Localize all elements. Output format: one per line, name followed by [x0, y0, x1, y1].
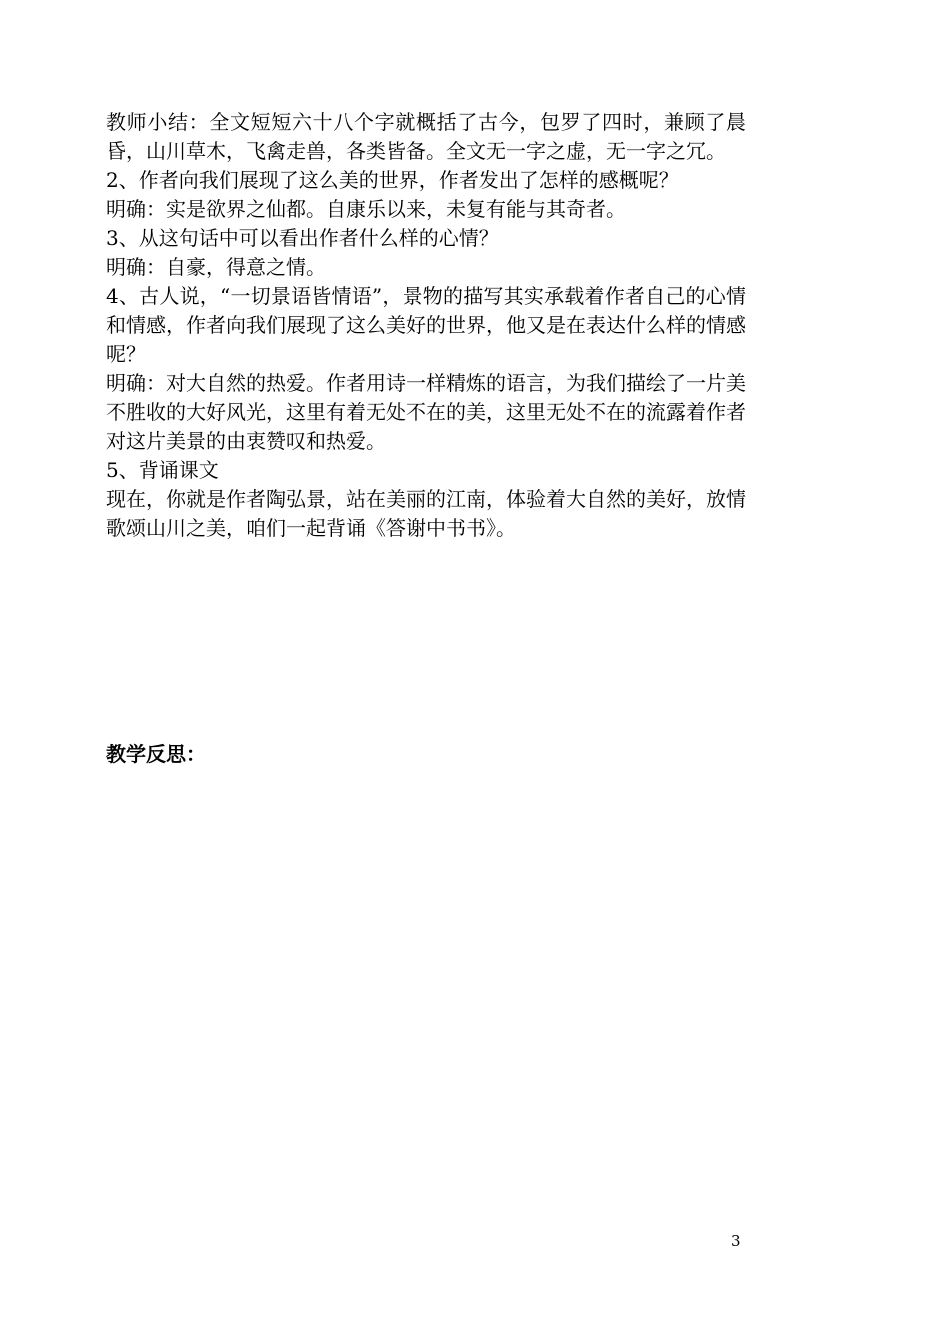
answer-3: 明确：自豪，得意之情。 [106, 255, 326, 279]
question-2: 2、作者向我们展现了这么美的世界，作者发出了怎样的感概呢？ [106, 168, 679, 192]
step-5-heading: 5、背诵课文 [106, 458, 219, 482]
recitation-paragraph: 现在，你就是作者陶弘景，站在美丽的江南，体验着大自然的美好，放情歌颂山川之美，咱们一起背诵《答谢中书书》。 [106, 487, 746, 540]
answer-2: 明确：实是欲界之仙都。自康乐以来，未复有能与其奇者。 [106, 197, 626, 221]
question-4: 4、古人说，“一切景语皆情语”，景物的描写其实承载着作者自己的心情和情感，作者向我们展现了这么美好的世界，他又是在表达什么样的情感呢？ [106, 284, 746, 366]
answer-4: 明确：对大自然的热爱。作者用诗一样精炼的语言，为我们描绘了一片美不胜收的大好风光，这里有着无处不在的美，这里无处不在的流露着作者对这片美景的由衷赞叹和热爱。 [106, 371, 746, 453]
page-number: 3 [731, 1232, 741, 1250]
teaching-reflection-heading: 教学反思： [106, 742, 206, 766]
teacher-summary-paragraph: 教师小结：全文短短六十八个字就概括了古今，包罗了四时，兼顾了晨昏，山川草木，飞禽走兽，各类皆备。全文无一字之虚，无一字之冗。 [106, 110, 746, 163]
question-3: 3、从这句话中可以看出作者什么样的心情？ [106, 226, 499, 250]
document-body [106, 108, 746, 543]
